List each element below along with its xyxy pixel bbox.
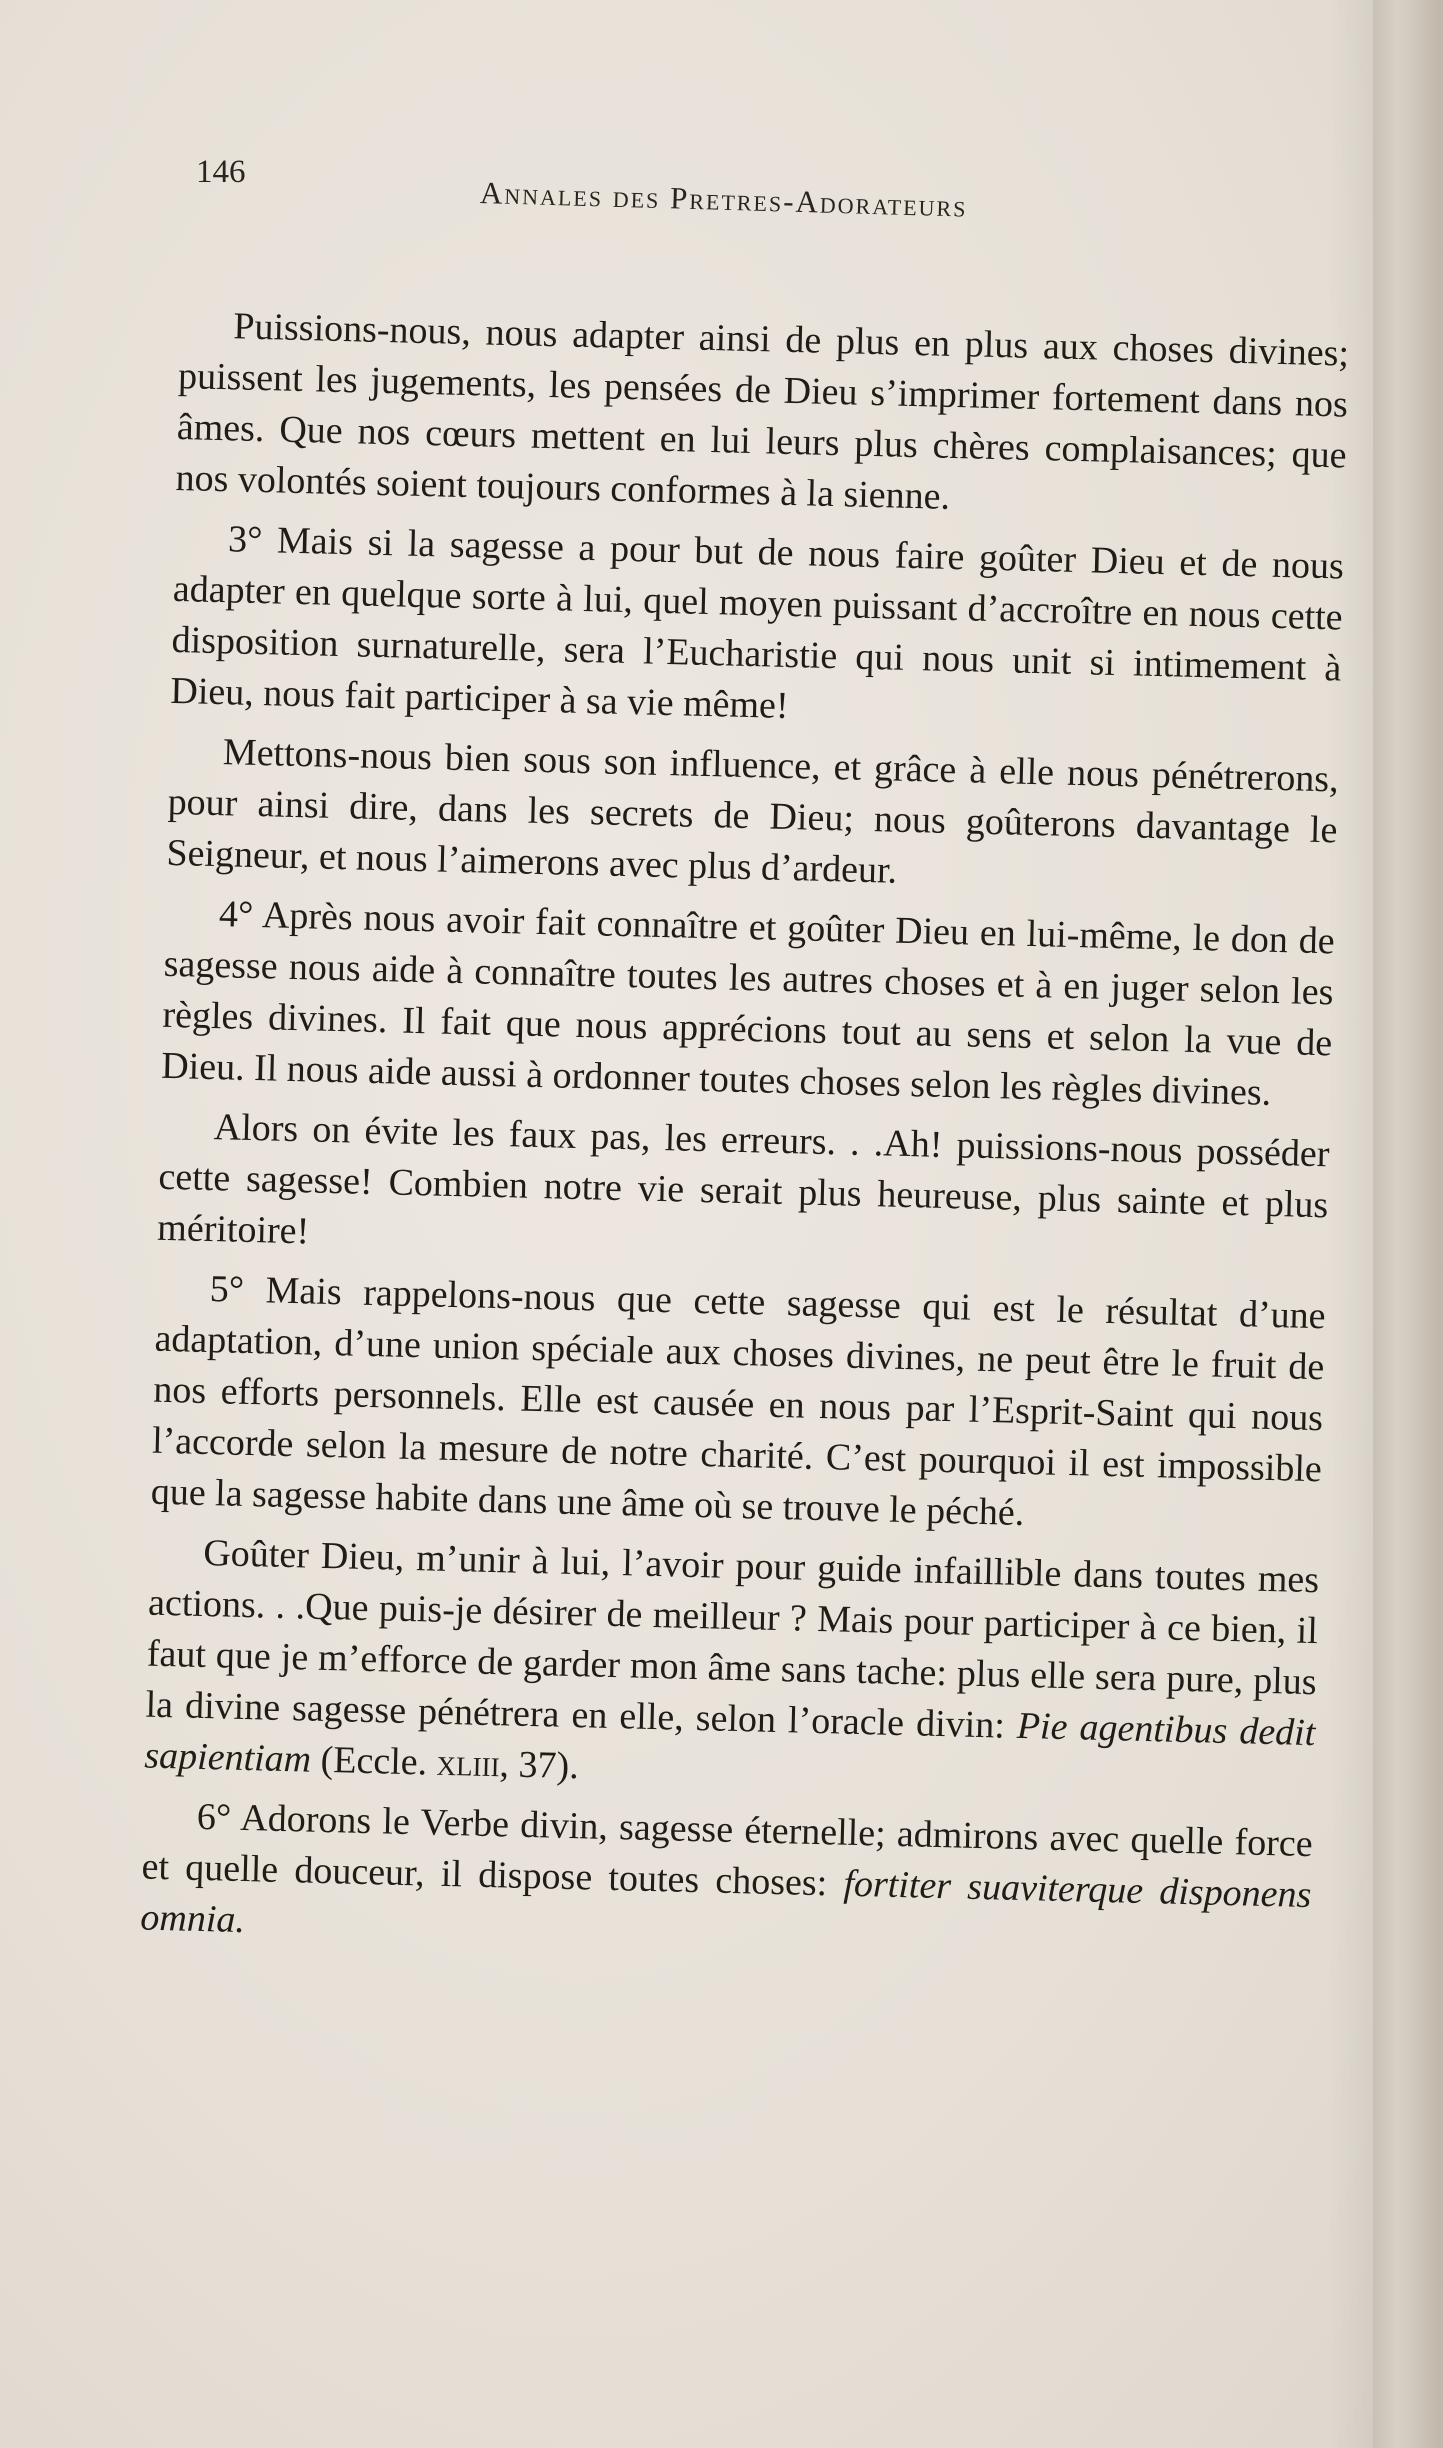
paragraph-7-text: Goûter Dieu, m’unir à lui, l’avoir pour guide infaillible dans toutes mes actions. . .Que puis-je désirer de meilleur ? Mais pour participer à ce bien, il faut que je m’efforce de garder mon âme sans tache: plus elle sera pure, plus la divine sagesse pénétrera en elle, selon l’oracle divin:	[145, 1531, 1320, 1747]
paragraph-5: Alors on évite les faux pas, les erreurs. . .Ah! puissions-nous posséder cette sagesse! Combien notre vie serait plus heureuse, plus sainte et plus méritoire!	[156, 1106, 1330, 1253]
running-title: Annales des Pretres-Adorateurs	[479, 175, 968, 224]
body-text	[140, 300, 1350, 1981]
citation-close: , 37).	[499, 1743, 580, 1788]
paragraph-1: Puissions-nous, nous adapter ainsi de plus en plus aux choses divines; puissent les jugements, les pensées de Dieu s’imprimer fortement dans nos âmes. Que nos cœurs mettent en lui leurs plus chères complaisances; que nos volontés soient toujours conformes à la sienne.	[175, 305, 1350, 518]
paragraph-4: 4° Après nous avoir fait connaître et goûter Dieu en lui-même, le don de sagesse nous aide à connaître toutes les autres choses et à en juger selon les règles divines. Il fait que nous apprécions tout au sens et selon la vue de Dieu. Il nous aide aussi à ordonner toutes choses selon les règles divines.	[160, 893, 1336, 1114]
paragraph-6: 5° Mais rappelons-nous que cette sagesse qui est le résultat d’une adaptation, d’une union spéciale aux choses divines, ne peut être le fruit de nos efforts personnels. Elle est causée en nous par l’Esprit-Saint qui nous l’accorde selon la mesure de notre charité. C’est pourquoi il est impossible que la sagesse habite dans une âme où se trouve le péché.	[150, 1268, 1327, 1534]
paragraph-2: 3° Mais si la sagesse a pour but de nous faire goûter Dieu et de nous adapter en quelque sorte à lui, quel moyen puissant d’accroître en nous cette disposition surnaturelle, sera l’Eucharistie qui nous unit si intimement à Dieu, nous fait participer à sa vie même!	[169, 518, 1345, 727]
citation-chapter: xliii	[436, 1741, 501, 1786]
paragraph-8-text: 6° Adorons le Verbe divin, sagesse éternelle; admirons avec quelle force et quelle douceur, il dispose toutes choses:	[141, 1795, 1314, 1905]
book-spine-shadow	[1373, 0, 1443, 2448]
page-number: 146	[196, 154, 246, 190]
citation-open: (Eccle.	[310, 1738, 438, 1784]
paragraph-8	[140, 1791, 1313, 1973]
paragraph-3: Mettons-nous bien sous son influence, et grâce à elle nous pénétrerons, pour ainsi dire, dans les secrets de Dieu; nous goûterons davantage le Seigneur, et nous l’aimerons avec plus d’ardeur.	[165, 731, 1340, 892]
paragraph-7	[144, 1527, 1320, 1811]
latin-quote: Pie agentibus dedit sapientiam	[143, 1704, 1316, 1781]
latin-quote-2: fortiter suaviterque disponens omnia.	[139, 1862, 1312, 1942]
